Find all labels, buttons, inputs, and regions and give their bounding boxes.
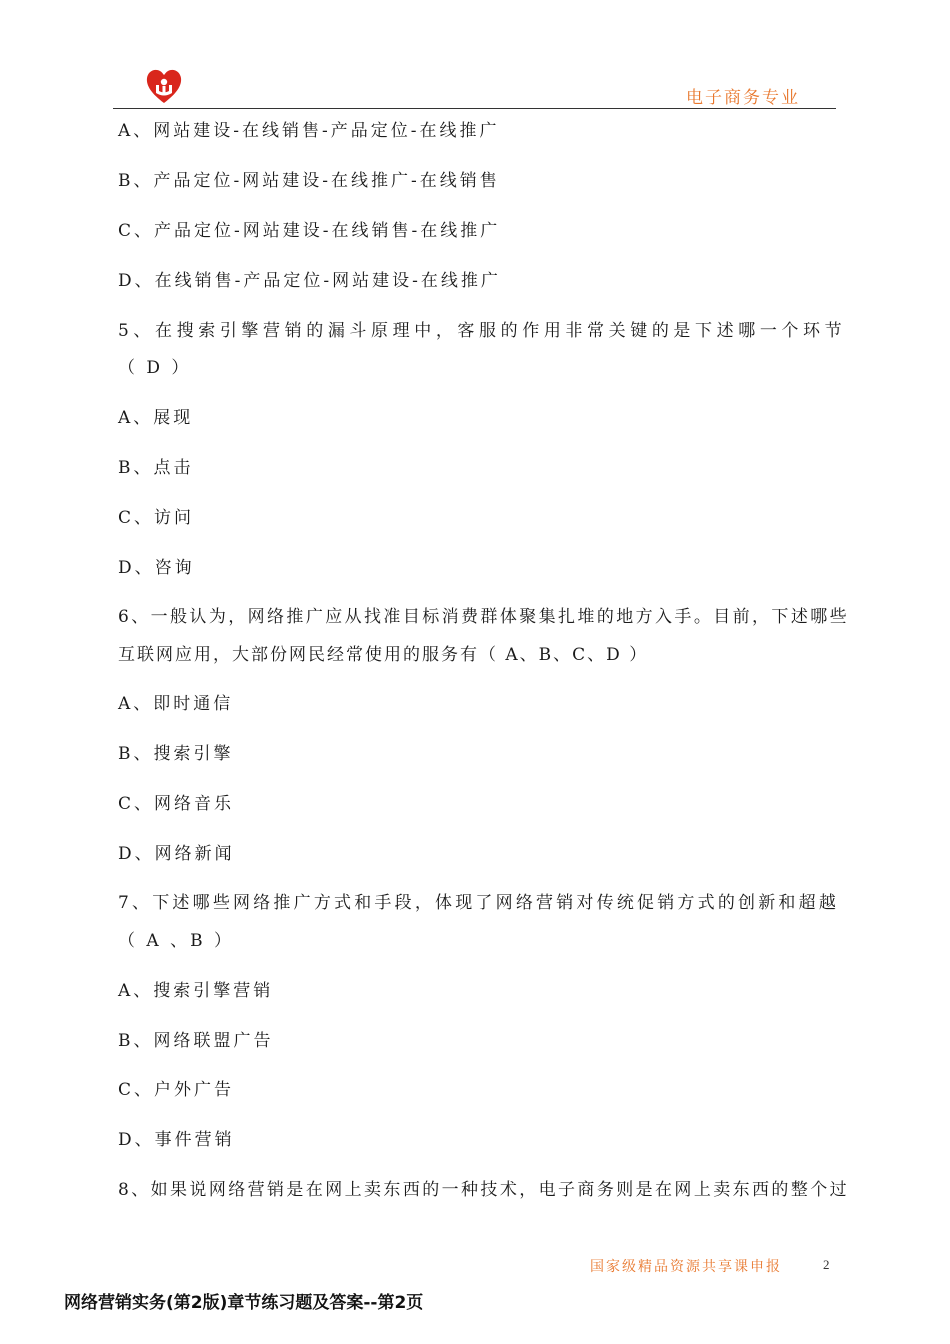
option-line: B、点击 xyxy=(118,458,194,478)
option-line: A、网站建设-在线销售-产品定位-在线推广 xyxy=(118,121,500,141)
option-line: A、展现 xyxy=(118,408,194,428)
question-line: 7、下述哪些网络推广方式和手段，体现了网络营销对传统促销方式的创新和超越 xyxy=(118,893,840,913)
option-line: D、事件营销 xyxy=(118,1130,235,1150)
option-line: A、搜索引擎营销 xyxy=(118,981,274,1001)
heart-logo-icon xyxy=(144,66,184,106)
option-line: A、即时通信 xyxy=(118,694,234,714)
option-line: B、网络联盟广告 xyxy=(118,1031,274,1051)
question-line: 5、在搜索引擎营销的漏斗原理中，客服的作用非常关键的是下述哪一个环节 xyxy=(118,321,847,341)
option-line: B、搜索引擎 xyxy=(118,744,234,764)
option-line: D、咨询 xyxy=(118,558,195,578)
option-line: D、在线销售-产品定位-网站建设-在线推广 xyxy=(118,271,501,291)
header-divider xyxy=(113,108,836,109)
option-line: D、网络新闻 xyxy=(118,844,235,864)
option-line: C、产品定位-网站建设-在线销售-在线推广 xyxy=(118,221,501,241)
option-line: C、网络音乐 xyxy=(118,794,235,814)
question-line: 6、一般认为，网络推广应从找准目标消费群体聚集扎堆的地方入手。目前，下述哪些 xyxy=(118,607,850,627)
page-number: 2 xyxy=(823,1257,830,1272)
answer-line: （ A 、B ） xyxy=(118,931,234,951)
question-line: 互联网应用，大部份网民经常使用的服务有（ A、B、C、D ） xyxy=(118,645,649,665)
header-title: 电子商务专业 xyxy=(686,88,800,108)
document-caption: 网络营销实务(第2版)章节练习题及答案--第2页 xyxy=(64,1293,424,1313)
option-line: C、访问 xyxy=(118,508,195,528)
question-line: 8、如果说网络营销是在网上卖东西的一种技术，电子商务则是在网上卖东西的整个过 xyxy=(118,1180,850,1200)
footer-note: 国家级精品资源共享课申报 xyxy=(590,1259,782,1275)
answer-line: （ D ） xyxy=(118,358,192,378)
option-line: B、产品定位-网站建设-在线推广-在线销售 xyxy=(118,171,500,191)
option-line: C、户外广告 xyxy=(118,1080,235,1100)
